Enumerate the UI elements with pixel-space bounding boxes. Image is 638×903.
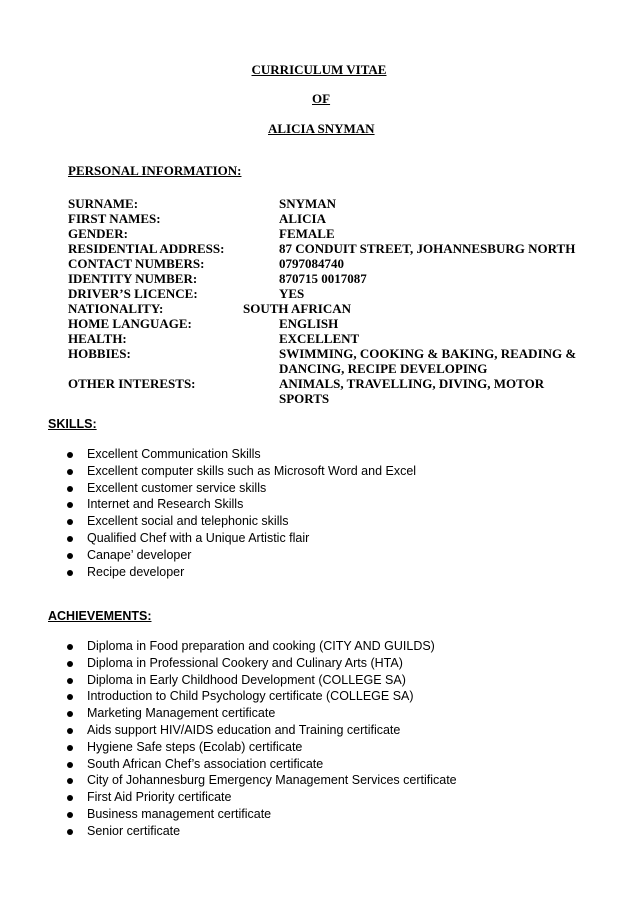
achievements-heading: ACHIEVEMENTS: [48,609,152,623]
bullet-icon [67,553,73,559]
achievements-list [66,638,457,840]
field-value: 0797084740 [279,256,344,271]
list-item: Introduction to Child Psychology certificate (COLLEGE SA) [66,688,457,705]
bullet-icon [67,469,73,475]
field-label: IDENTITY NUMBER: [68,271,198,286]
field-label: HEALTH: [68,331,127,346]
bullet-icon [67,678,73,684]
list-item: Excellent customer service skills [66,480,416,497]
bullet-icon [67,519,73,525]
skills-list [66,446,416,580]
field-value: SNYMAN [279,196,337,211]
field-value: SPORTS [279,391,330,406]
bullet-icon [67,694,73,700]
list-item: Excellent Communication Skills [66,446,416,463]
field-label: GENDER: [68,226,128,241]
list-item: South African Chef’s association certificate [66,756,457,773]
cv-title-name: ALICIA SNYMAN [268,121,375,136]
list-item: Recipe developer [66,564,416,581]
field-value: YES [279,286,305,301]
bullet-icon [67,812,73,818]
list-item: Excellent social and telephonic skills [66,513,416,530]
bullet-icon [67,711,73,717]
field-value: ENGLISH [279,316,339,331]
field-value: DANCING, RECIPE DEVELOPING [279,361,488,376]
bullet-icon [67,486,73,492]
bullet-icon [67,452,73,458]
list-item: Diploma in Food preparation and cooking (CITY AND GUILDS) [66,638,457,655]
bullet-icon [67,762,73,768]
field-label: RESIDENTIAL ADDRESS: [68,241,225,256]
list-item: Canape’ developer [66,547,416,564]
list-item: Marketing Management certificate [66,705,457,722]
bullet-icon [67,502,73,508]
list-item: Diploma in Professional Cookery and Culinary Arts (HTA) [66,655,457,672]
field-value: SOUTH AFRICAN [243,301,351,316]
bullet-icon [67,536,73,542]
bullet-icon [67,778,73,784]
field-value: EXCELLENT [279,331,360,346]
bullet-icon [67,728,73,734]
bullet-icon [67,745,73,751]
field-label: CONTACT NUMBERS: [68,256,205,271]
field-label: DRIVER’S LICENCE: [68,286,198,301]
cv-title: CURRICULUM VITAE [251,62,387,77]
list-item: Excellent computer skills such as Microsoft Word and Excel [66,463,416,480]
list-item: Hygiene Safe steps (Ecolab) certificate [66,739,457,756]
bullet-icon [67,795,73,801]
field-value: 870715 0017087 [279,271,367,286]
bullet-icon [67,644,73,650]
field-value: 87 CONDUIT STREET, JOHANNESBURG NORTH [279,241,576,256]
skills-heading: SKILLS: [48,417,97,431]
list-item: Senior certificate [66,823,457,840]
list-item: Business management certificate [66,806,457,823]
list-item: Qualified Chef with a Unique Artistic flair [66,530,416,547]
field-value: ANIMALS, TRAVELLING, DIVING, MOTOR [279,376,545,391]
field-label: OTHER INTERESTS: [68,376,196,391]
bullet-icon [67,661,73,667]
list-item: First Aid Priority certificate [66,789,457,806]
field-label: HOME LANGUAGE: [68,316,192,331]
field-value: SWIMMING, COOKING & BAKING, READING & [279,346,577,361]
field-label: NATIONALITY: [68,301,164,316]
personal-info-heading: PERSONAL INFORMATION: [68,163,242,178]
field-label: SURNAME: [68,196,139,211]
bullet-icon [67,570,73,576]
list-item: City of Johannesburg Emergency Management Services certificate [66,772,457,789]
list-item: Aids support HIV/AIDS education and Training certificate [66,722,457,739]
field-label: HOBBIES: [68,346,131,361]
field-label: FIRST NAMES: [68,211,161,226]
bullet-icon [67,829,73,835]
field-value: ALICIA [279,211,326,226]
list-item: Diploma in Early Childhood Development (COLLEGE SA) [66,672,457,689]
field-value: FEMALE [279,226,335,241]
cv-title-of: OF [312,91,331,106]
list-item: Internet and Research Skills [66,496,416,513]
